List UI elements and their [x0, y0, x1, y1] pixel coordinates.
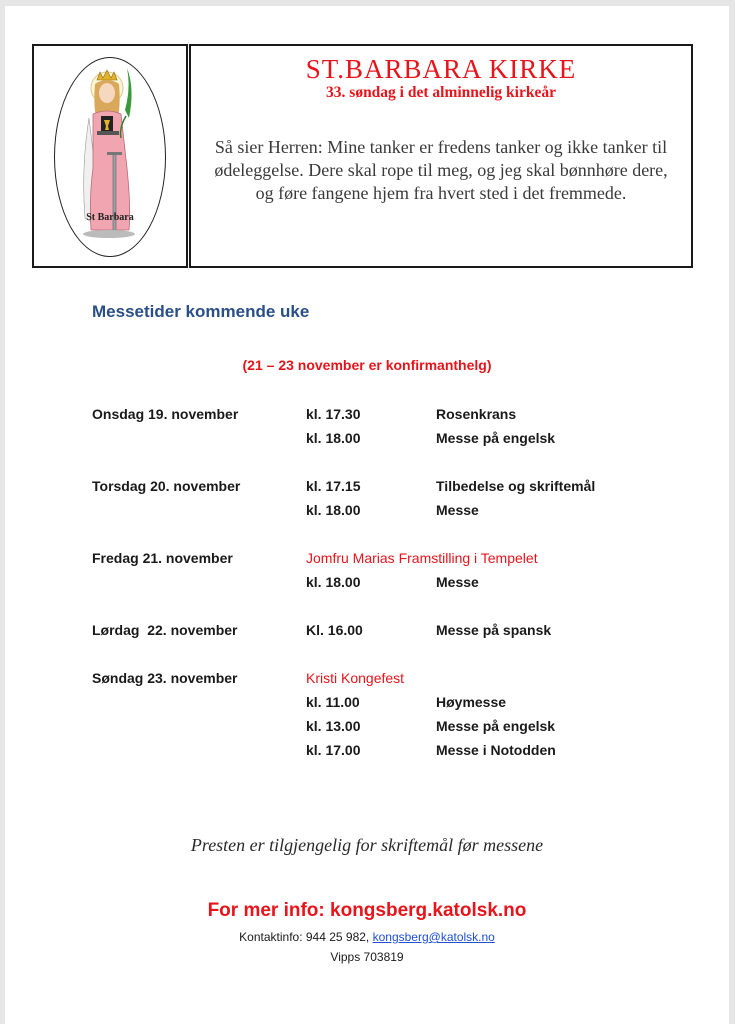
schedule-row	[92, 666, 652, 690]
contact-info	[5, 930, 729, 944]
saint-barbara-illustration-icon	[55, 58, 165, 256]
event-time: kl. 17.00	[306, 742, 361, 758]
event-time: kl. 17.30	[306, 406, 361, 422]
more-info-link: For mer info: kongsberg.katolsk.no	[207, 900, 527, 921]
feast-label: Kristi Kongefest	[306, 670, 405, 686]
schedule-day	[92, 474, 652, 522]
church-title: ST.BARBARA KIRKE	[305, 54, 577, 84]
day-label: Søndag 23. november	[92, 670, 238, 686]
schedule-row	[92, 738, 652, 762]
schedule-row	[92, 426, 652, 450]
schedule-row	[92, 474, 652, 498]
event-name: Messe på spansk	[436, 622, 552, 638]
contact-email-link[interactable]: kongsberg@katolsk.no	[372, 930, 495, 944]
confirmation-notice	[5, 357, 729, 373]
event-name: Messe på engelsk	[436, 430, 556, 446]
schedule-row	[92, 618, 652, 642]
mass-schedule	[92, 402, 652, 786]
schedule-day	[92, 546, 652, 594]
scripture-quote: Så sier Herren: Mine tanker er fredens tanker og ikke tanker til ødeleggelse. Dere skal rope til meg, og jeg skal bønnhøre dere, og føre fangene hjem fra hvert sted i det fremmede.	[214, 137, 668, 203]
event-name: Messe i Notodden	[436, 742, 556, 758]
event-time: kl. 13.00	[306, 718, 361, 734]
schedule-row	[92, 498, 652, 522]
schedule-day	[92, 618, 652, 642]
schedule-row	[92, 690, 652, 714]
event-name: Messe	[436, 574, 479, 590]
schedule-row	[92, 714, 652, 738]
day-label: Onsdag 19. november	[92, 406, 239, 422]
schedule-row	[92, 570, 652, 594]
event-time: kl. 11.00	[306, 694, 360, 710]
feast-label: Jomfru Marias Framstilling i Tempelet	[306, 550, 538, 566]
event-name: Høymesse	[436, 694, 507, 710]
confession-note: Presten er tilgjengelig for skriftemål før messene	[190, 835, 544, 855]
logo-box	[32, 44, 188, 268]
event-time: kl. 18.00	[306, 574, 361, 590]
vipps-number: Vipps 703819	[330, 950, 404, 964]
saint-caption: St Barbara	[86, 212, 134, 223]
day-label: Lørdag 22. november	[92, 622, 238, 638]
header-box	[189, 44, 693, 268]
event-time: kl. 17.15	[306, 478, 361, 494]
day-label: Fredag 21. november	[92, 550, 233, 566]
schedule-day	[92, 402, 652, 450]
event-name: Tilbedelse og skriftemål	[436, 478, 596, 494]
confirmation-notice-text: (21 – 23 november er konfirmanthelg)	[242, 357, 492, 373]
event-time: kl. 18.00	[306, 502, 361, 518]
event-name: Messe på engelsk	[436, 718, 556, 734]
event-time: Kl. 16.00	[306, 622, 363, 638]
contact-phone: Kontaktinfo: 944 25 982,	[239, 930, 373, 944]
crossed-hammers-icon	[55, 58, 71, 72]
schedule-row	[92, 402, 652, 426]
schedule-heading: Messetider kommende uke	[92, 302, 310, 321]
event-name: Messe	[436, 502, 479, 518]
schedule-row	[92, 546, 652, 570]
event-time: kl. 18.00	[306, 430, 361, 446]
schedule-day	[92, 666, 652, 762]
saint-barbara-medallion	[54, 57, 166, 257]
document-page	[5, 6, 729, 1024]
liturgical-subtitle: 33. søndag i det alminnelig kirkeår	[326, 84, 556, 101]
event-name: Rosenkrans	[436, 406, 517, 422]
day-label: Torsdag 20. november	[92, 478, 241, 494]
